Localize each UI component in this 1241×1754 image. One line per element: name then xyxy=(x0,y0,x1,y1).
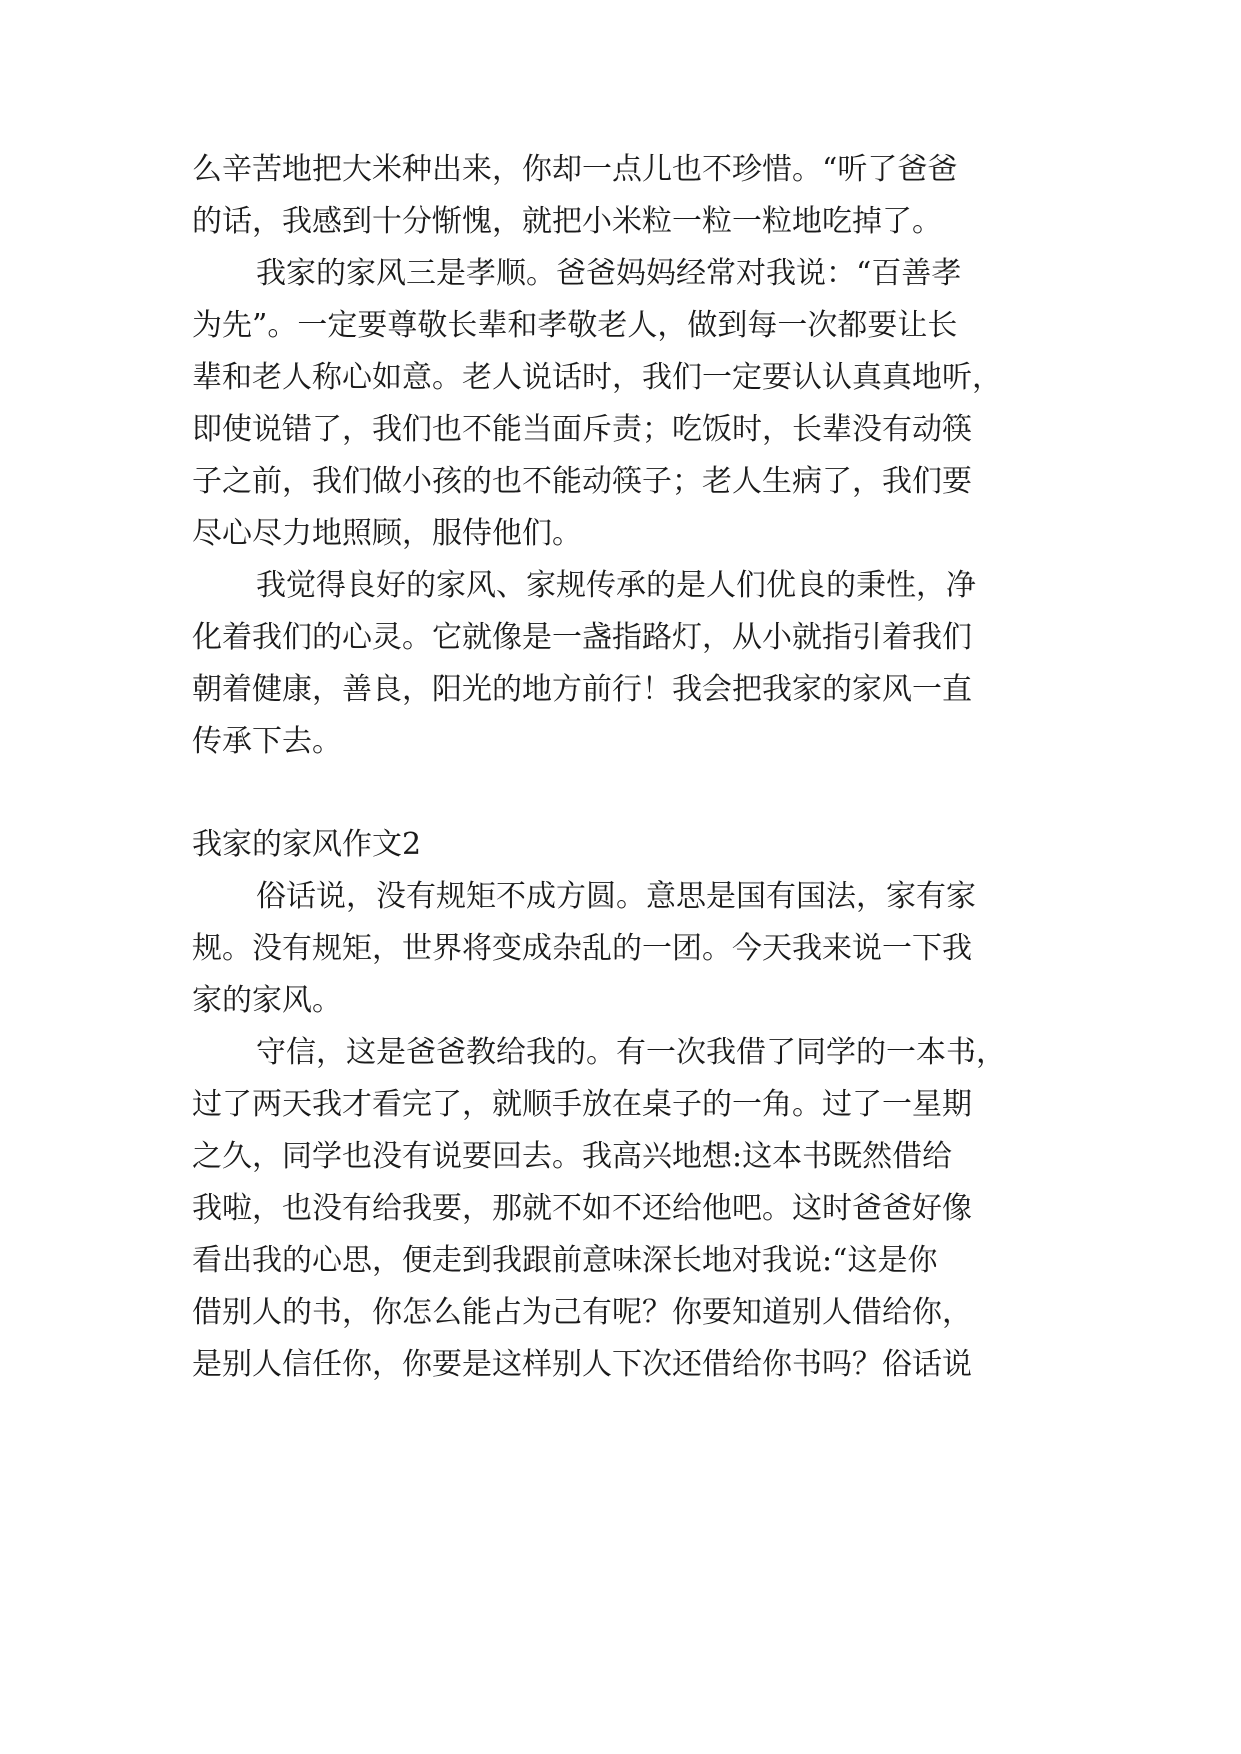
paragraph-line: 的话，我感到十分惭愧，就把小米粒一粒一粒地吃掉了。 xyxy=(192,204,942,239)
paragraph-line: 我家的家风三是孝顺。爸爸妈妈经常对我说：“百善孝 xyxy=(256,256,962,291)
paragraph-line: 子之前，我们做小孩的也不能动筷子；老人生病了，我们要 xyxy=(192,464,972,499)
paragraph-line: 我啦，也没有给我要，那就不如不还给他吧。这时爸爸好像 xyxy=(192,1191,972,1226)
paragraph-line: 借别人的书，你怎么能占为己有呢？你要知道别人借给你， xyxy=(192,1295,972,1330)
paragraph-line: 之久，同学也没有说要回去。我高兴地想:这本书既然借给 xyxy=(192,1139,953,1174)
paragraph-line: 为先”。一定要尊敬长辈和孝敬老人，做到每一次都要让长 xyxy=(192,308,958,343)
paragraph-line: 我觉得良好的家风、家规传承的是人们优良的秉性，净 xyxy=(256,568,976,603)
paragraph-line: 家的家风。 xyxy=(192,983,342,1018)
paragraph-line: 过了两天我才看完了，就顺手放在桌子的一角。过了一星期 xyxy=(192,1087,972,1122)
paragraph-line: 辈和老人称心如意。老人说话时，我们一定要认认真真地听， xyxy=(192,360,1002,395)
paragraph-line: 俗话说，没有规矩不成方圆。意思是国有国法，家有家 xyxy=(256,879,976,914)
paragraph-line: 朝着健康，善良，阳光的地方前行！我会把我家的家风一直 xyxy=(192,672,972,707)
paragraph-line: 看出我的心思，便走到我跟前意味深长地对我说:“这是你 xyxy=(192,1243,938,1278)
paragraph-line: 规。没有规矩，世界将变成杂乱的一团。今天我来说一下我 xyxy=(192,931,972,966)
paragraph-line: 尽心尽力地照顾，服侍他们。 xyxy=(192,516,582,551)
paragraph-line: 传承下去。 xyxy=(192,724,342,759)
paragraph-line: 化着我们的心灵。它就像是一盏指路灯，从小就指引着我们 xyxy=(192,620,972,655)
paragraph-line: 么辛苦地把大米种出来，你却一点儿也不珍惜。“听了爸爸 xyxy=(192,152,958,187)
paragraph-line: 是别人信任你，你要是这样别人下次还借给你书吗？俗话说 xyxy=(192,1347,972,1382)
paragraph-line: 即使说错了，我们也不能当面斥责；吃饭时，长辈没有动筷 xyxy=(192,412,972,447)
paragraph-line: 守信，这是爸爸教给我的。有一次我借了同学的一本书， xyxy=(256,1035,1006,1070)
section-heading: 我家的家风作文2 xyxy=(192,827,422,862)
